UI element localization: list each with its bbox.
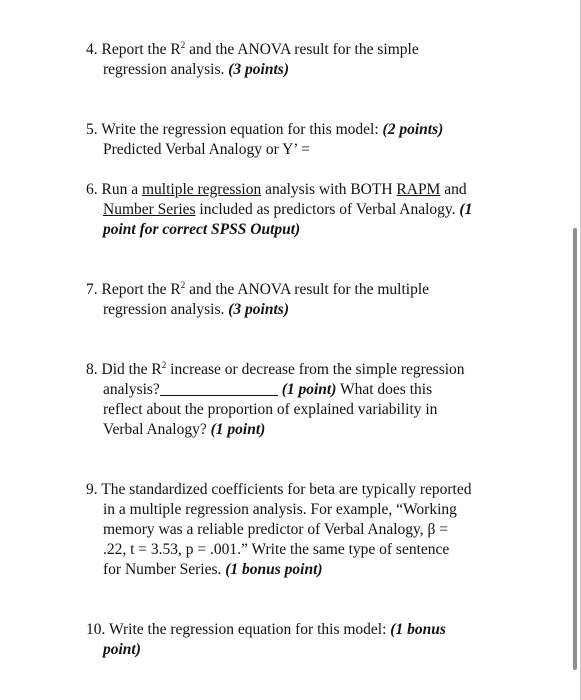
question-8-text-c: Verbal Analogy? xyxy=(103,421,207,438)
question-6-line-3 xyxy=(86,220,526,240)
question-5-text: 5. Write the regression equation for this model: xyxy=(86,121,379,138)
question-6-underline-multiple-regression: multiple regression xyxy=(141,181,262,198)
answer-blank[interactable] xyxy=(160,381,278,396)
question-8-line-1: 8. Did the $R^2$ increase or decrease from the simple regression xyxy=(86,360,465,378)
question-8-points-b: (1 point) xyxy=(210,421,266,438)
question-8-text-a: analysis? xyxy=(103,381,160,398)
question-6-underline-number-series: Number Series xyxy=(103,201,196,218)
vertical-scrollbar[interactable] xyxy=(573,228,577,670)
question-10 xyxy=(86,620,526,660)
question-6-line-1 xyxy=(86,180,526,200)
question-8-text-b: What does this xyxy=(336,381,433,398)
question-10-points-b: point) xyxy=(103,641,141,658)
question-4-text: regression analysis. xyxy=(103,61,225,78)
question-5-line-1 xyxy=(86,120,526,140)
question-9 xyxy=(86,480,526,580)
question-9-line-2: in a multiple regression analysis. For example, “Working xyxy=(103,501,457,518)
question-8-points-a: (1 point) xyxy=(281,381,337,398)
question-8-line-4 xyxy=(86,420,526,440)
question-6-line-2 xyxy=(86,200,526,220)
question-9-points: (1 bonus point) xyxy=(225,561,323,578)
question-4-line-2 xyxy=(86,60,526,80)
question-8-line-3: reflect about the proportion of explained variability in xyxy=(103,401,438,418)
question-7-points: (3 points) xyxy=(228,301,289,318)
question-4-line-1: 4. Report the $R^2$ and the ANOVA result for the simple xyxy=(86,40,419,58)
question-7-line-1: 7. Report the $R^2$ and the ANOVA result for the multiple xyxy=(86,280,430,298)
question-5-points: (2 points) xyxy=(382,121,444,138)
question-9-line-3: memory was a reliable predictor of Verbal Analogy, β = xyxy=(103,521,449,538)
question-6 xyxy=(86,180,526,240)
question-6-text-a: 6. Run a xyxy=(86,181,142,198)
question-5 xyxy=(86,120,526,160)
question-5-line-2: Predicted Verbal Analogy or Y’ = xyxy=(103,141,310,158)
question-6-underline-rapm: RAPM xyxy=(396,181,441,198)
question-6-text-c: and xyxy=(440,181,467,198)
question-9-text: for Number Series. xyxy=(103,561,222,578)
question-6-points-b: point for correct SPSS Output) xyxy=(103,221,301,238)
question-6-text-b: analysis with BOTH xyxy=(261,181,397,198)
question-10-points-a: (1 bonus xyxy=(390,621,446,638)
question-6-points-a: (1 xyxy=(459,201,473,218)
question-10-line-1 xyxy=(86,620,526,640)
question-7-line-2 xyxy=(86,300,526,320)
question-6-text-d: included as predictors of Verbal Analogy. xyxy=(195,201,456,218)
question-4 xyxy=(86,40,526,80)
question-10-line-2 xyxy=(86,640,526,660)
question-7 xyxy=(86,280,526,320)
question-8-line-2 xyxy=(86,380,526,400)
question-9-line-1: 9. The standardized coefficients for beta are typically reported xyxy=(86,481,472,498)
question-9-line-5 xyxy=(86,560,526,580)
question-7-text: regression analysis. xyxy=(103,301,225,318)
question-8 xyxy=(86,360,526,440)
question-10-text: 10. Write the regression equation for this model: xyxy=(86,621,387,638)
question-9-line-4: .22, t = 3.53, p = .001.” Write the same type of sentence xyxy=(103,541,450,558)
question-4-points: (3 points) xyxy=(228,61,289,78)
